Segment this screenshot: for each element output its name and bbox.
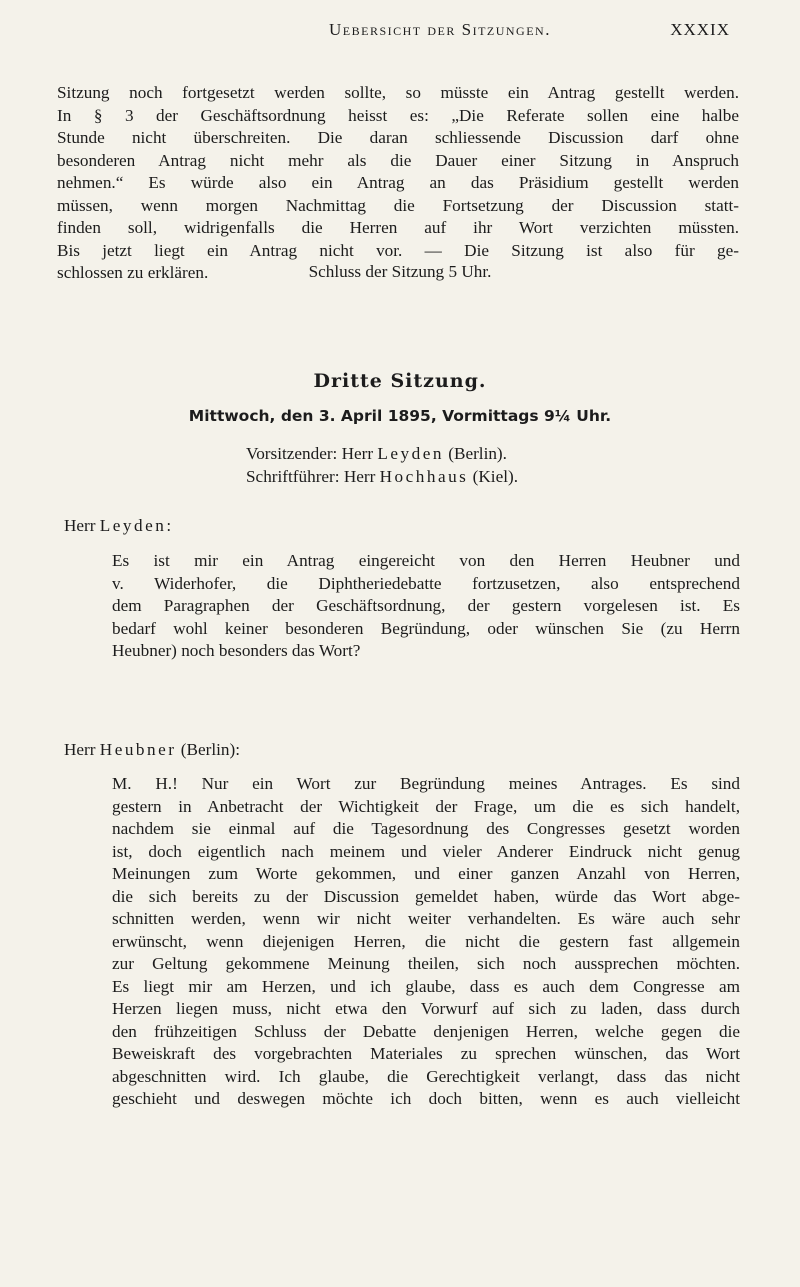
text-line: dem Paragraphen der Geschäftsordnung, der gestern vorgelesen ist. Es bbox=[112, 596, 740, 615]
text-line: Es ist mir ein Antrag eingereicht von den Herren Heubner und bbox=[112, 551, 740, 570]
secretary-place: (Kiel). bbox=[472, 467, 518, 486]
text-line: besonderen Antrag nicht mehr als die Dauer einer Sitzung in Anspruch bbox=[57, 150, 739, 170]
paragraph-continuation bbox=[57, 82, 739, 285]
speaker-suffix: : bbox=[166, 516, 172, 535]
text-line: Stunde nicht überschreiten. Die daran schliessende Discussion darf ohne bbox=[57, 128, 739, 147]
text-line: Herzen liegen muss, nicht etwa den Vorwurf auf sich zu laden, dass durch bbox=[112, 999, 740, 1018]
text-line: schlossen zu erklären. bbox=[57, 263, 209, 282]
text-line: Es liegt mir am Herzen, und ich glaube, dass es auch dem Congresse am bbox=[112, 976, 740, 996]
chair-label: Vorsitzender: Herr bbox=[246, 444, 374, 463]
speaker-leyden bbox=[64, 516, 171, 536]
text-line: erwünscht, wenn diejenigen Herren, die nicht die gestern fast allgemein bbox=[112, 931, 740, 951]
text-line: Heubner) noch besonders das Wort? bbox=[112, 641, 361, 660]
speaker-suffix: (Berlin): bbox=[180, 740, 240, 759]
text-line: müssen, wenn morgen Nachmittag die Fortsetzung der Discussion statt- bbox=[57, 195, 739, 215]
session-date: Mittwoch, den 3. April 1895, Vormittags 9¼ Uhr. bbox=[188, 407, 612, 425]
speaker-name: Heubner bbox=[99, 740, 177, 759]
page-number: XXXIX bbox=[670, 20, 730, 39]
text-line: zur Geltung gekommene Meinung theilen, sich noch aussprechen möchten. bbox=[112, 954, 740, 973]
text-line: Bis jetzt liegt ein Antrag nicht vor. — Die Sitzung ist also für ge- bbox=[57, 240, 739, 260]
text-line: den frühzeitigen Schluss der Debatte denjenigen Herren, welche gegen die bbox=[112, 1021, 740, 1041]
page-header bbox=[0, 20, 800, 50]
running-title: Uebersicht der Sitzungen. bbox=[329, 20, 551, 39]
text-line: abgeschnitten wird. Ich glaube, die Gerechtigkeit verlangt, dass das nicht bbox=[112, 1066, 740, 1086]
text-line: nachdem sie einmal auf die Tagesordnung des Congresses gesetzt worden bbox=[112, 819, 740, 838]
text-line: M. H.! Nur ein Wort zur Begründung meines Antrages. Es sind bbox=[112, 774, 740, 793]
text-line: nehmen.“ Es würde also ein Antrag an das Präsidium gestellt werden bbox=[57, 173, 739, 192]
text-line: Meinungen zum Worte gekommen, und einer ganzen Anzahl von Herren, bbox=[112, 864, 740, 883]
text-line: schnitten werden, wenn wir nicht weiter verhandelten. Es wäre auch sehr bbox=[112, 909, 740, 928]
chair-line bbox=[246, 444, 507, 464]
speaker-name: Leyden bbox=[99, 516, 167, 535]
text-line: Sitzung noch fortgesetzt werden sollte, so müsste ein Antrag gestellt werden. bbox=[57, 83, 739, 102]
secretary-label: Schriftführer: Herr bbox=[246, 467, 376, 486]
text-line: ist, doch eigentlich nach meinem und vieler Anderer Eindruck nicht genug bbox=[112, 841, 740, 861]
session-closing: Schluss der Sitzung 5 Uhr. bbox=[308, 262, 492, 281]
session-heading: Dritte Sitzung. bbox=[313, 370, 487, 392]
speech-leyden bbox=[112, 550, 740, 663]
text-line: geschieht und deswegen möchte ich doch bitten, wenn es auch vielleicht bbox=[112, 1089, 740, 1108]
text-line: gestern in Anbetracht der Wichtigkeit der Frage, um die es sich handelt, bbox=[112, 796, 740, 816]
text-line: bedarf wohl keiner besonderen Begründung, oder wünschen Sie (zu Herrn bbox=[112, 618, 740, 638]
speaker-prefix: Herr bbox=[64, 516, 96, 535]
speaker-heubner bbox=[64, 740, 240, 760]
speaker-prefix: Herr bbox=[64, 740, 96, 759]
secretary-name: Hochhaus bbox=[379, 467, 469, 486]
text-line: In § 3 der Geschäftsordnung heisst es: „Die Referate sollen eine halbe bbox=[57, 105, 739, 125]
speech-heubner bbox=[112, 773, 740, 1111]
text-line: v. Widerhofer, die Diphtheriedebatte fortzusetzen, also entsprechend bbox=[112, 573, 740, 593]
chair-place: (Berlin). bbox=[448, 444, 507, 463]
chair-name: Leyden bbox=[377, 444, 444, 463]
secretary-line bbox=[246, 467, 518, 487]
text-line: die sich bereits zu der Discussion gemeldet haben, würde das Wort abge- bbox=[112, 886, 740, 906]
text-line: Beweiskraft des vorgebrachten Materiales zu sprechen wünschen, das Wort bbox=[112, 1044, 740, 1063]
text-line: finden soll, widrigenfalls die Herren auf ihr Wort verzichten müssten. bbox=[57, 218, 739, 237]
